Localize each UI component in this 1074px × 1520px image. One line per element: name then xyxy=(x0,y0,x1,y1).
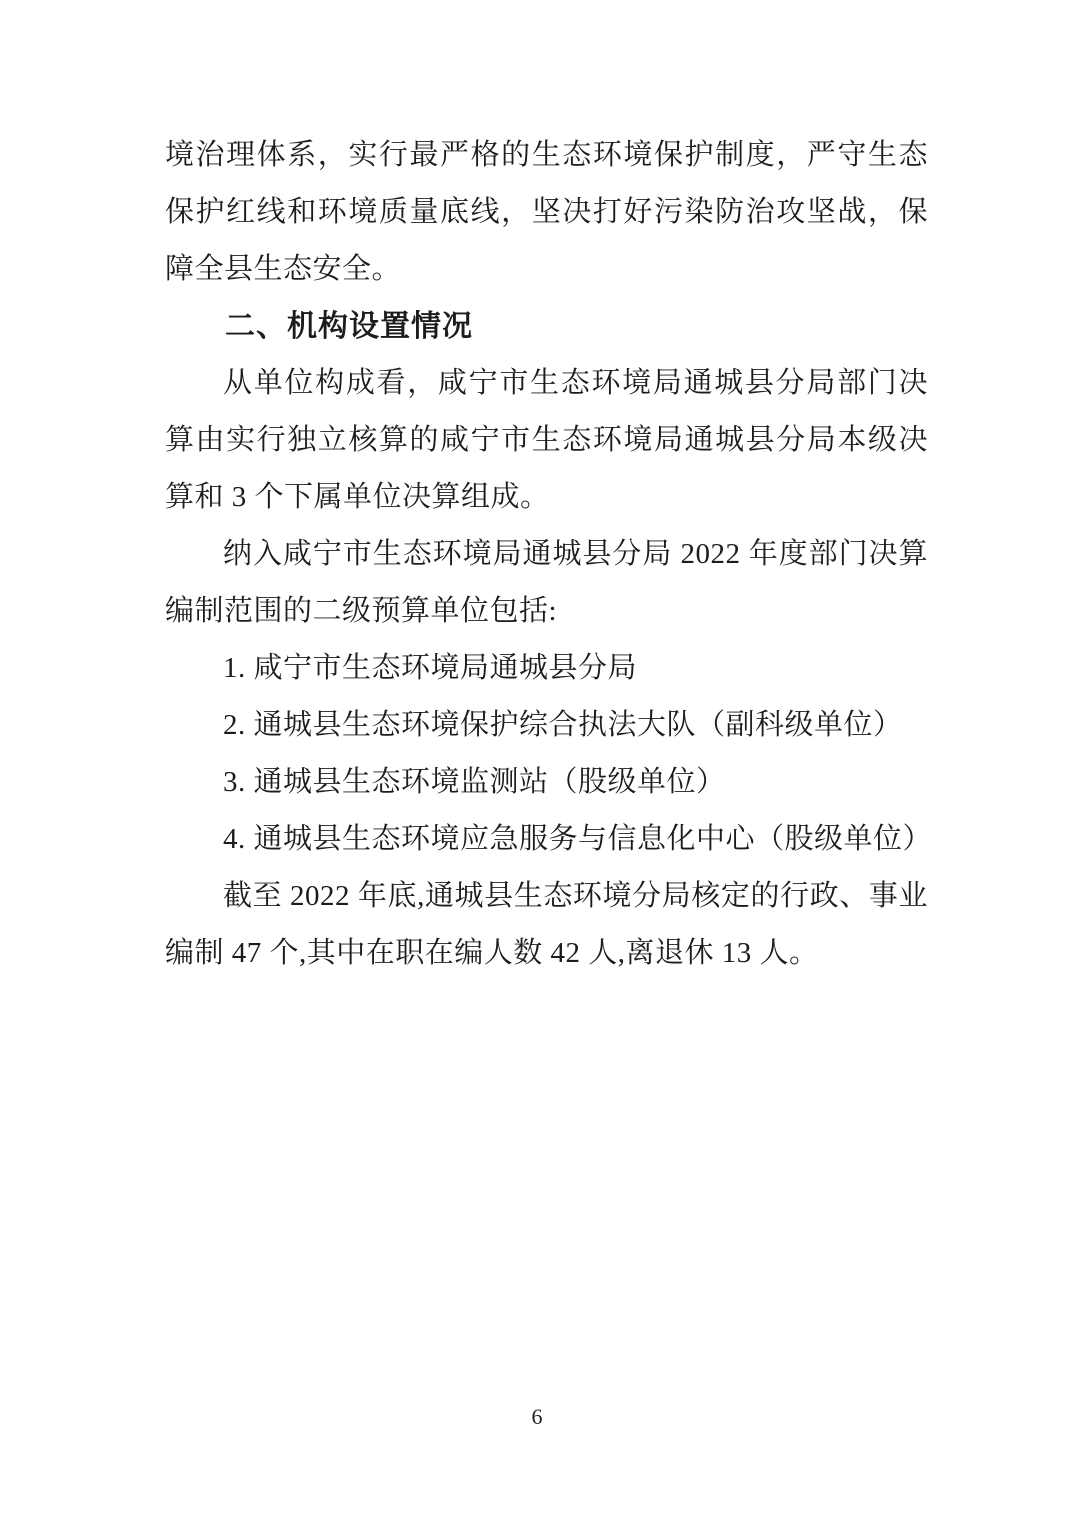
paragraph: 截至 2022 年底,通城县生态环境分局核定的行政、事业编制 47 个,其中在职在编人数 42 人,离退休 13 人。 xyxy=(165,880,928,969)
page-number: 6 xyxy=(531,1404,543,1429)
list-item: 4. 通城县生态环境应急服务与信息化中心（股级单位） xyxy=(223,823,933,855)
list-item: 3. 通城县生态环境监测站（股级单位） xyxy=(223,766,726,798)
list-item: 2. 通城县生态环境保护综合执法大队（副科级单位） xyxy=(223,709,903,741)
paragraph: 从单位构成看，咸宁市生态环境局通城县分局部门决算由实行独立核算的咸宁市生态环境局通城县分局本级决算和 3 个下属单位决算组成。 xyxy=(165,367,928,513)
paragraph-continuation: 境治理体系，实行最严格的生态环境保护制度，严守生态保护红线和环境质量底线，坚决打好污染防治攻坚战，保障全县生态安全。 xyxy=(165,139,928,285)
paragraph: 纳入咸宁市生态环境局通城县分局 2022 年度部门决算编制范围的二级预算单位包括: xyxy=(165,538,928,627)
list-item: 1. 咸宁市生态环境局通城县分局 xyxy=(223,652,638,684)
section-heading: 二、机构设置情况 xyxy=(225,310,473,343)
document-body xyxy=(165,127,933,982)
